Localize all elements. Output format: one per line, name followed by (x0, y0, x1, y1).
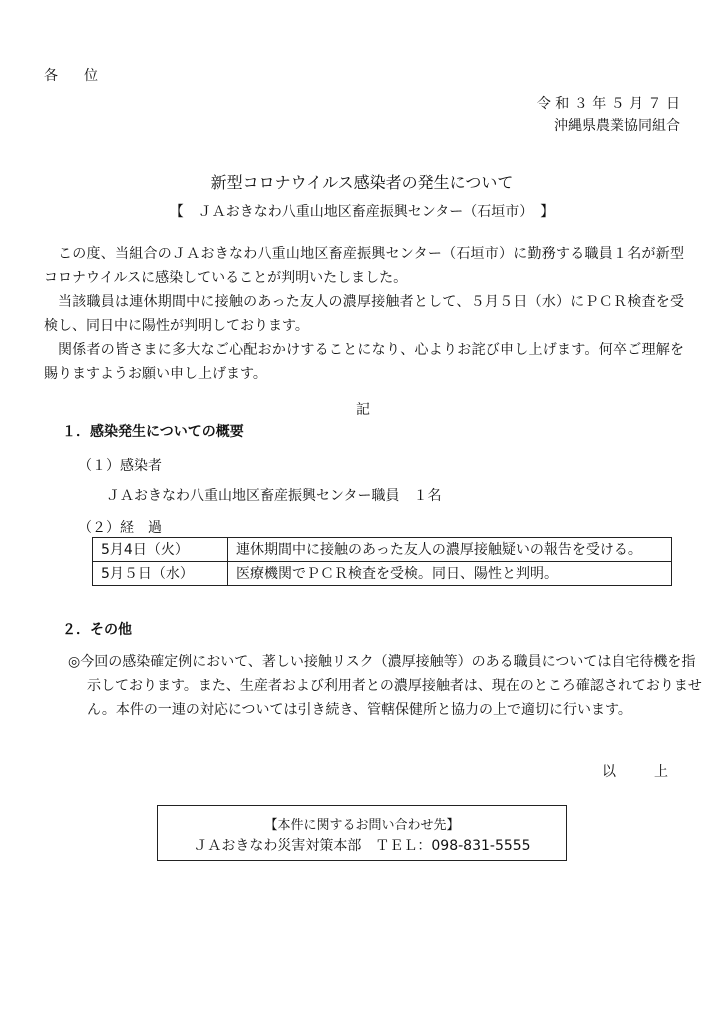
addressee: 各 位 (44, 68, 104, 84)
timeline-event: 連休期間中に接触のあった友人の濃厚接触疑いの報告を受ける。 (228, 538, 672, 562)
other-notice: ◎今回の感染確定例において、著しい接触リスク（濃厚接触等）のある職員については自宅待機を指示しております。また、生産者および利用者との濃厚接触者は、現在のところ確認されておりません。本件の一連の対応については引き続き、管轄保健所と協力の上で適切に行います。 (68, 654, 702, 718)
organization-name: 沖縄県農業協同組合 (554, 118, 680, 134)
body-paragraph-2: 当該職員は連休期間中に接触のあった友人の濃厚接触者として、５月５日（水）にＰＣＲ検査を受検し、同日中に陽性が判明しております。 (44, 294, 684, 334)
contact-title: 【本件に関するお問い合わせ先】 (264, 818, 460, 833)
infected-description: ＪＡおきなわ八重山地区畜産振興センター職員 １名 (106, 488, 442, 504)
table-row (93, 562, 672, 586)
contact-info: ＪＡおきなわ災害対策本部 ＴＥＬ：098-831-5555 (193, 838, 531, 854)
timeline-event: 医療機関でＰＣＲ検査を受検。同日、陽性と判明。 (228, 562, 672, 586)
timeline-date: 5月4日（火） (93, 538, 228, 562)
ki-marker: 記 (356, 402, 370, 418)
body-paragraph-1: この度、当組合のＪＡおきなわ八重山地区畜産振興センター（石垣市）に勤務する職員１名が新型コロナウイルスに感染していることが判明いたしました。 (44, 246, 684, 286)
timeline-table (92, 537, 672, 586)
contact-box (157, 805, 567, 861)
closing-mark: 以 上 (602, 764, 680, 780)
issue-date: 令 和 ３ 年 ５ 月 ７ 日 (536, 96, 680, 112)
table-row (93, 538, 672, 562)
timeline-label: （２）経 過 (78, 520, 162, 536)
timeline-date: 5月５日（水） (93, 562, 228, 586)
section-2-heading: ２．その他 (62, 622, 132, 638)
infected-label: （１）感染者 (78, 458, 162, 474)
body-paragraph-3: 関係者の皆さまに多大なご心配おかけすることになり、心よりお詫び申し上げます。何卒ご理解を賜りますようお願い申し上げます。 (44, 342, 684, 382)
document-title: 新型コロナウイルス感染者の発生について (210, 173, 514, 192)
section-1-heading: １．感染発生についての概要 (62, 424, 244, 440)
document-subtitle: 【 ＪＡおきなわ八重山地区畜産振興センター（石垣市） 】 (169, 204, 555, 220)
